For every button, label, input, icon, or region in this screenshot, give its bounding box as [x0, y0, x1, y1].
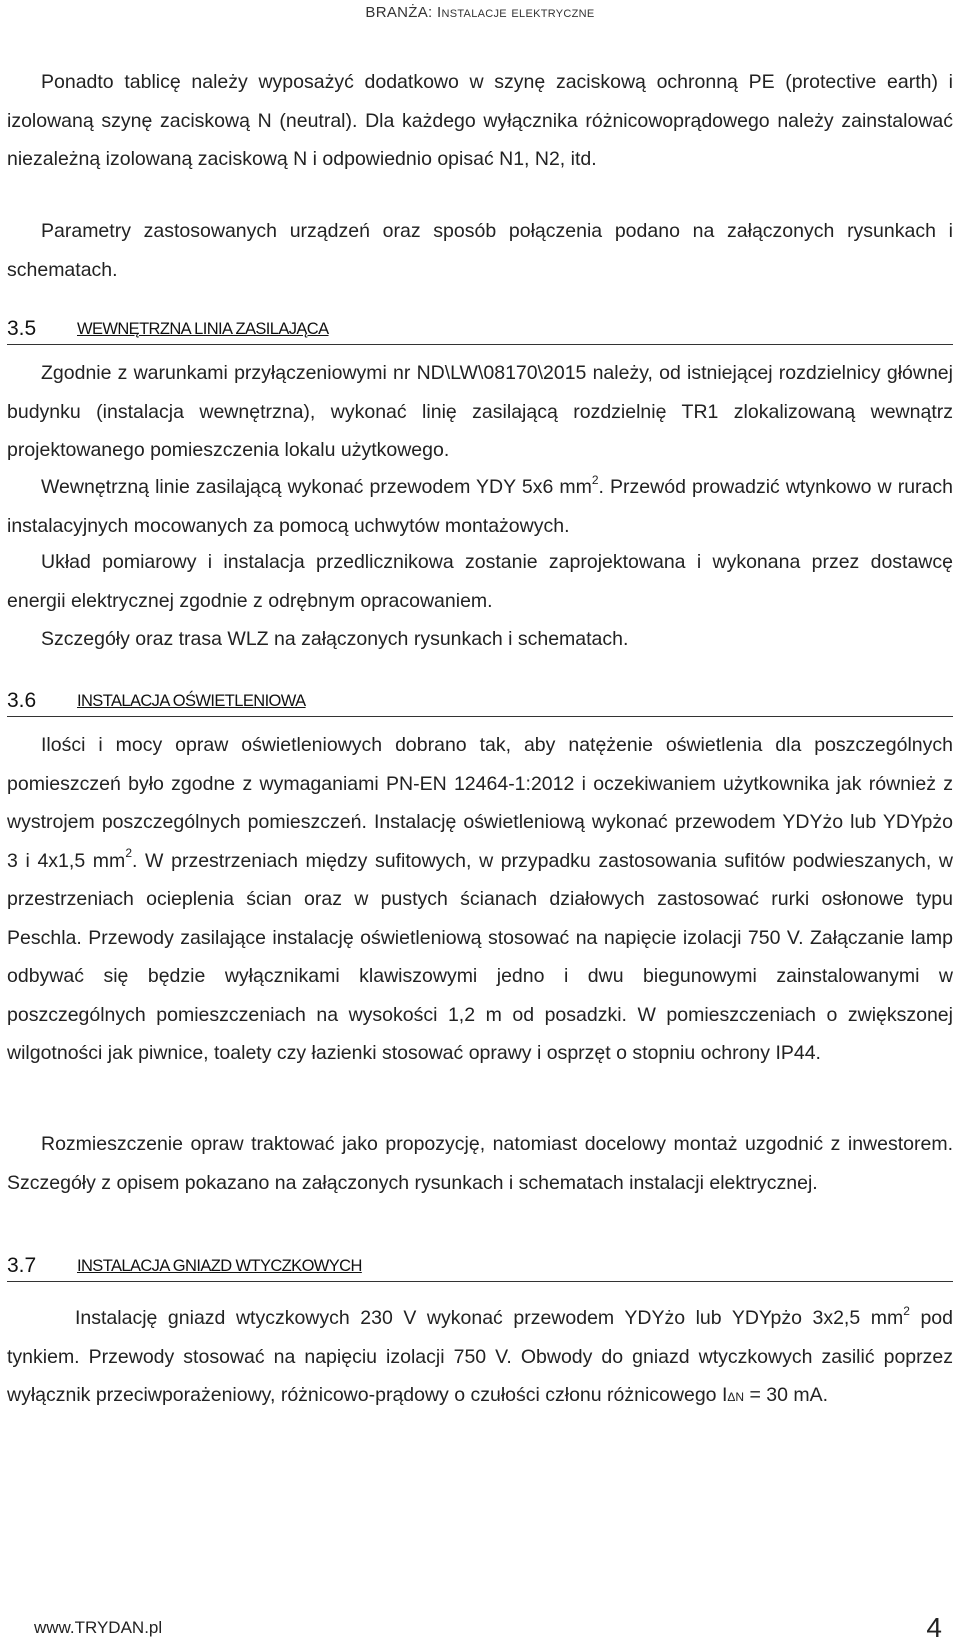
section-title: INSTALACJA GNIAZD WTYCZKOWYCH [77, 1257, 362, 1275]
section-heading-3-5 [7, 314, 953, 345]
section-3-6-paragraph-1: Ilości i mocy opraw oświetleniowych dobrano tak, aby natężenie oświetlenia dla poszczególnych pomieszczeń było zgodne z wymaganiami PN-EN 12464-1:2012 i oczekiwaniem użytkownika jak również z wystrojem poszczególnych pomieszczeń. Instalację oświetleniową wykonać przewodem YDYżo lub YDYpżo 3 i 4x1,5 $mm^2$. W przestrzeniach między sufitowych, w przypadku zastosowania sufitów podwieszanych, w przestrzeniach ocieplenia ścian oraz w pustych ścianach działowych zastosować rurki osłonowe typu Peschla. Przewody zasilające instalację oświetleniową stosować na napięcie izolacji 750 V. Załączanie lamp odbywać się będzie wyłącznikami klawiszowymi jedno i dwu biegunowymi zainstalowanymi w poszczególnych pomieszczeniach na wysokości 1,2 m od posadzki. W pomieszczeniach o zwiększonej wilgotności jak piwnice, toalety czy łazienki stosować oprawy i osprzęt o stopniu ochrony IP44. [7, 734, 954, 1064]
intro-paragraph-2: Parametry zastosowanych urządzeń oraz sposób połączenia podano na załączonych rysunkach i schematach. [7, 220, 953, 281]
section-3-5-paragraph-4: Szczegóły oraz trasa WLZ na załączonych rysunkach i schematach. [41, 628, 629, 650]
section-3-5-paragraph-2: Wewnętrzną linie zasilającą wykonać przewodem YDY 5x6 $mm^2$. Przewód prowadzić wtynkowo w rurach instalacyjnych mocowanych za pomocą uchwytów montażowych. [7, 472, 953, 537]
section-title: WEWNĘTRZNA LINIA ZASILAJĄCA [77, 320, 329, 338]
section-3-5-paragraph-3: Układ pomiarowy i instalacja przedlicznikowa zostanie zaprojektowana i wykonana przez dostawcę energii elektrycznej zgodnie z odrębnym opracowaniem. [7, 551, 953, 612]
header-title: Instalacje elektryczne [437, 4, 595, 21]
section-3-7-paragraph-1: Instalację gniazd wtyczkowych 230 V wykonać przewodem YDYżo lub YDYpżo 3x2,5 $mm^2$ pod tynkiem. Przewody stosować na napięciu izolacji 750 V. Obwody do gniazd wtyczkowych zasilić poprzez wyłącznik przeciwporażeniowy, różnicowo-prądowy o czułości członu różnicowego IΔN = 30 mA. [7, 1303, 953, 1406]
section-number: 3.6 [7, 689, 37, 712]
section-heading-3-7 [7, 1251, 953, 1282]
section-heading-3-6 [7, 686, 953, 717]
section-title: INSTALACJA OŚWIETLENIOWA [77, 692, 306, 710]
section-3-5-paragraph-1: Zgodnie z warunkami przyłączeniowymi nr ND\LW\08170\2015 należy, od istniejącej rozdzielnicy głównej budynku (instalacja wewnętrzna), wykonać linię zasilającą rozdzielnię TR1 zlokalizowaną wewnątrz projektowanego pomieszczenia lokalu użytkowego. [7, 362, 953, 461]
intro-paragraph-1: Ponadto tablicę należy wyposażyć dodatkowo w szynę zaciskową ochronną PE (protective earth) i izolowaną szynę zaciskową N (neutral). Dla każdego wyłącznika różnicowoprądowego należy zainstalować niezależną izolowaną zaciskową N i odpowiednio opisać N1, N2, itd. [7, 71, 953, 170]
page-header [0, 4, 960, 21]
footer-site-link[interactable]: www.TRYDAN.pl [34, 1618, 163, 1637]
section-number: 3.7 [7, 1254, 37, 1277]
header-prefix: BRANŻA: [365, 4, 433, 21]
page-number: 4 [926, 1612, 942, 1643]
section-3-6-paragraph-2: Rozmieszczenie opraw traktować jako propozycję, natomiast docelowy montaż uzgodnić z inwestorem. Szczegóły z opisem pokazano na załączonych rysunkach i schematach instalacji elektrycznej. [7, 1133, 953, 1194]
section-number: 3.5 [7, 317, 37, 340]
